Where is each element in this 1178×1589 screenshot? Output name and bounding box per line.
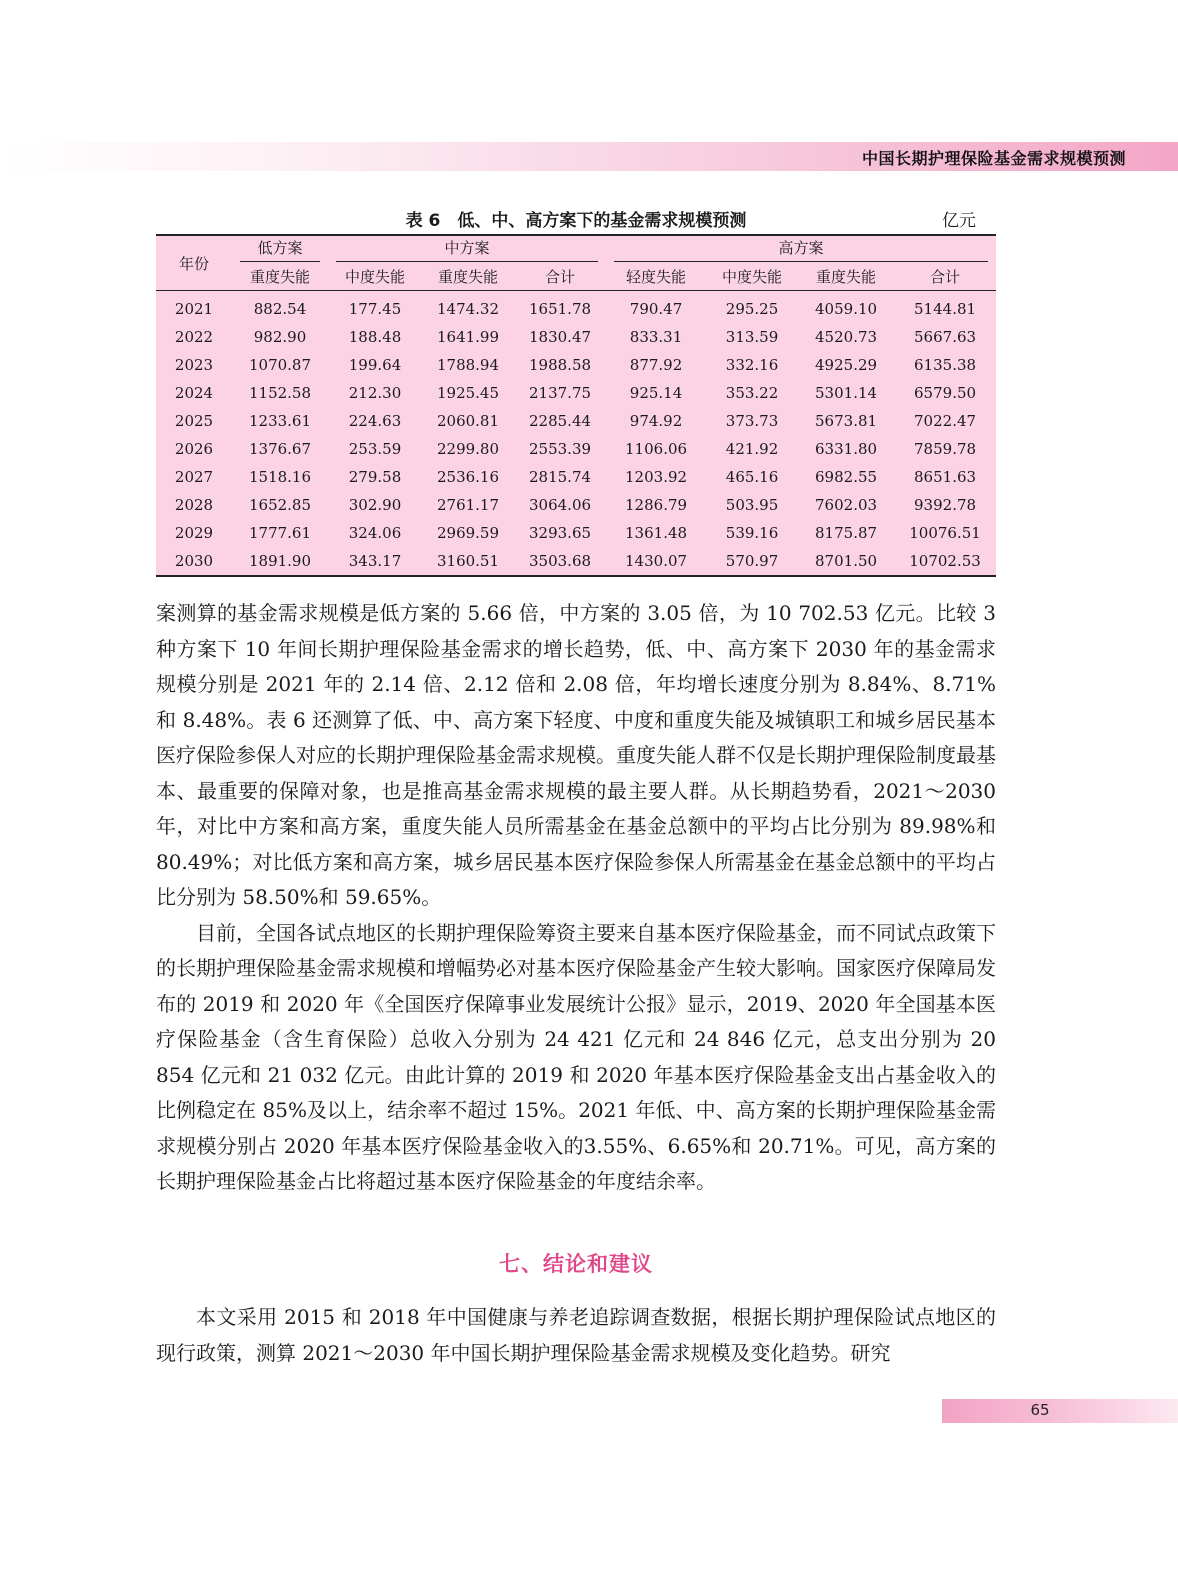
table-caption	[156, 206, 996, 232]
value-cell: 3503.68	[529, 552, 592, 570]
value-cell: 313.59	[725, 328, 779, 346]
value-cell: 8651.63	[914, 468, 977, 486]
value-cell: 2299.80	[436, 440, 500, 458]
value-cell: 5667.63	[914, 328, 977, 346]
value-cell: 2137.75	[529, 384, 592, 402]
value-cell: 6579.50	[914, 384, 977, 402]
table-row	[156, 379, 996, 407]
year-cell: 2026	[174, 440, 214, 458]
table-body	[156, 291, 996, 577]
value-cell: 6982.55	[815, 468, 878, 486]
section-heading: 七、结论和建议	[499, 1252, 653, 1276]
year-cell: 2024	[174, 384, 214, 402]
value-cell: 295.25	[725, 300, 779, 318]
year-cell: 2028	[174, 496, 214, 514]
year-cell: 2023	[174, 356, 214, 374]
table-row	[156, 291, 996, 324]
value-cell: 212.30	[348, 384, 402, 402]
paragraph-3: 本文采用 2015 和 2018 年中国健康与养老追踪调查数据，根据长期护理保险试点地区的现行政策，测算 2021～2030 年中国长期护理保险基金需求规模及变化趋势。研究	[156, 1305, 996, 1365]
page-number: 65	[1030, 1401, 1050, 1419]
value-cell: 188.48	[348, 328, 402, 346]
value-cell: 1518.16	[248, 468, 312, 486]
value-cell: 1106.06	[625, 440, 688, 458]
paragraph-1: 案测算的基金需求规模是低方案的 5.66 倍，中方案的 3.05 倍，为 10 702.53 亿元。比较 3 种方案下 10 年间长期护理保险基金需求的增长趋势，低、中、高方案下 2030 年的基金需求规模分别是 2021 年的 2.14 倍、2.12 倍和 2.08 倍，年均增长速度分别为 8.84%、8.71% 和 8.48%。表 6 还测算了低、中、高方案下轻度、中度和重度失能及城镇职工和城乡居民基本医疗保险参保人对应的长期护理保险基金需求规模。重度失能人群不仅是长期护理保险制度最基本、最重要的保障对象，也是推高基金需求规模的最主要人群。从长期趋势看，2021～2030 年，对比中方案和高方案，重度失能人员所需基金在基金总额中的平均占比分别为 89.98%和 80.49%；对比低方案和高方案，城乡居民基本医疗保险参保人所需基金在基金总额中的平均占比分别为 58.50%和 59.65%。	[156, 601, 996, 909]
value-cell: 925.14	[629, 384, 683, 402]
value-cell: 1641.99	[436, 328, 500, 346]
value-cell: 877.92	[629, 356, 683, 374]
year-cell: 2025	[174, 412, 214, 430]
value-cell: 1070.87	[248, 356, 312, 374]
year-cell: 2027	[174, 468, 214, 486]
column-header: 中度失能	[328, 263, 422, 291]
value-cell: 503.95	[725, 496, 779, 514]
value-cell: 6331.80	[815, 440, 878, 458]
value-cell: 2285.44	[529, 412, 592, 430]
value-cell: 199.64	[348, 356, 402, 374]
footer-band	[942, 1399, 1178, 1423]
group-header-high: 高方案	[606, 235, 996, 263]
value-cell: 1152.58	[248, 384, 312, 402]
value-cell: 7602.03	[815, 496, 878, 514]
value-cell: 2536.16	[436, 468, 500, 486]
value-cell: 1988.58	[529, 356, 592, 374]
section-body	[156, 1300, 996, 1371]
value-cell: 6135.38	[914, 356, 977, 374]
value-cell: 465.16	[725, 468, 779, 486]
value-cell: 4059.10	[815, 300, 878, 318]
value-cell: 1925.45	[436, 384, 500, 402]
value-cell: 2060.81	[436, 412, 500, 430]
value-cell: 324.06	[348, 524, 402, 542]
value-cell: 1652.85	[248, 496, 312, 514]
value-cell: 279.58	[348, 468, 402, 486]
year-cell: 2021	[174, 300, 214, 318]
value-cell: 1891.90	[248, 552, 312, 570]
value-cell: 1830.47	[529, 328, 592, 346]
value-cell: 302.90	[348, 496, 402, 514]
value-cell: 1777.61	[248, 524, 312, 542]
value-cell: 8175.87	[815, 524, 878, 542]
value-cell: 539.16	[725, 524, 779, 542]
year-cell: 2022	[174, 328, 214, 346]
value-cell: 1788.94	[436, 356, 500, 374]
value-cell: 1233.61	[248, 412, 312, 430]
value-cell: 421.92	[725, 440, 779, 458]
value-cell: 5673.81	[815, 412, 878, 430]
column-header: 合计	[894, 263, 996, 291]
table-row	[156, 435, 996, 463]
value-cell: 1651.78	[529, 300, 592, 318]
body-text	[156, 596, 996, 1200]
value-cell: 833.31	[629, 328, 683, 346]
value-cell: 1474.32	[436, 300, 500, 318]
year-cell: 2029	[174, 524, 214, 542]
subheader-row	[156, 263, 996, 291]
value-cell: 1376.67	[248, 440, 312, 458]
column-header: 中度失能	[706, 263, 798, 291]
value-cell: 177.45	[348, 300, 402, 318]
value-cell: 373.73	[725, 412, 779, 430]
table-row	[156, 407, 996, 435]
value-cell: 1361.48	[625, 524, 688, 542]
value-cell: 2969.59	[436, 524, 500, 542]
group-header-mid: 中方案	[328, 235, 606, 263]
value-cell: 974.92	[629, 412, 683, 430]
value-cell: 10076.51	[909, 524, 981, 542]
value-cell: 5144.81	[914, 300, 977, 318]
value-cell: 882.54	[253, 300, 307, 318]
table-title: 表 6 低、中、高方案下的基金需求规模预测	[405, 211, 747, 231]
forecast-table	[156, 234, 996, 577]
table-row	[156, 323, 996, 351]
value-cell: 982.90	[253, 328, 307, 346]
table-row	[156, 547, 996, 576]
column-header: 重度失能	[422, 263, 514, 291]
value-cell: 1203.92	[625, 468, 688, 486]
value-cell: 7022.47	[914, 412, 977, 430]
value-cell: 1430.07	[625, 552, 688, 570]
year-header: 年份	[156, 235, 232, 291]
year-cell: 2030	[174, 552, 214, 570]
value-cell: 1286.79	[625, 496, 688, 514]
value-cell: 4925.29	[815, 356, 878, 374]
table-row	[156, 351, 996, 379]
table-row	[156, 519, 996, 547]
value-cell: 790.47	[629, 300, 683, 318]
value-cell: 2815.74	[529, 468, 592, 486]
value-cell: 9392.78	[914, 496, 977, 514]
value-cell: 2761.17	[436, 496, 500, 514]
value-cell: 10702.53	[909, 552, 981, 570]
table-row	[156, 491, 996, 519]
column-header: 重度失能	[232, 263, 328, 291]
value-cell: 253.59	[348, 440, 402, 458]
value-cell: 570.97	[725, 552, 779, 570]
table-row	[156, 463, 996, 491]
table-unit: 亿元	[942, 211, 976, 231]
value-cell: 8701.50	[815, 552, 878, 570]
column-header: 轻度失能	[606, 263, 706, 291]
value-cell: 224.63	[348, 412, 402, 430]
value-cell: 3293.65	[529, 524, 592, 542]
column-header: 合计	[514, 263, 606, 291]
running-title: 中国长期护理保险基金需求规模预测	[861, 149, 1126, 168]
value-cell: 5301.14	[815, 384, 878, 402]
value-cell: 4520.73	[815, 328, 878, 346]
value-cell: 343.17	[348, 552, 402, 570]
group-header-low: 低方案	[232, 235, 328, 263]
value-cell: 7859.78	[914, 440, 977, 458]
value-cell: 3064.06	[529, 496, 592, 514]
value-cell: 353.22	[725, 384, 779, 402]
paragraph-2: 目前，全国各试点地区的长期护理保险筹资主要来自基本医疗保险基金，而不同试点政策下的长期护理保险基金需求规模和增幅势必对基本医疗保险基金产生较大影响。国家医疗保障局发布的 2019 和 2020 年《全国医疗保障事业发展统计公报》显示，2019、2020 年全国基本医疗保险基金（含生育保险）总收入分别为 24 421 亿元和 24 846 亿元，总支出分别为 20 854 亿元和 21 032 亿元。由此计算的 2019 和 2020 年基本医疗保险基金支出占基金收入的比例稳定在 85%及以上，结余率不超过 15%。2021 年低、中、高方案的长期护理保险基金需求规模分别占 2020 年基本医疗保险基金收入的3.55%、6.65%和 20.71%。可见，高方案的长期护理保险基金占比将超过基本医疗保险基金的年度结余率。	[156, 920, 996, 1193]
column-header: 重度失能	[798, 263, 894, 291]
value-cell: 3160.51	[436, 552, 500, 570]
value-cell: 332.16	[725, 356, 779, 374]
value-cell: 2553.39	[529, 440, 592, 458]
